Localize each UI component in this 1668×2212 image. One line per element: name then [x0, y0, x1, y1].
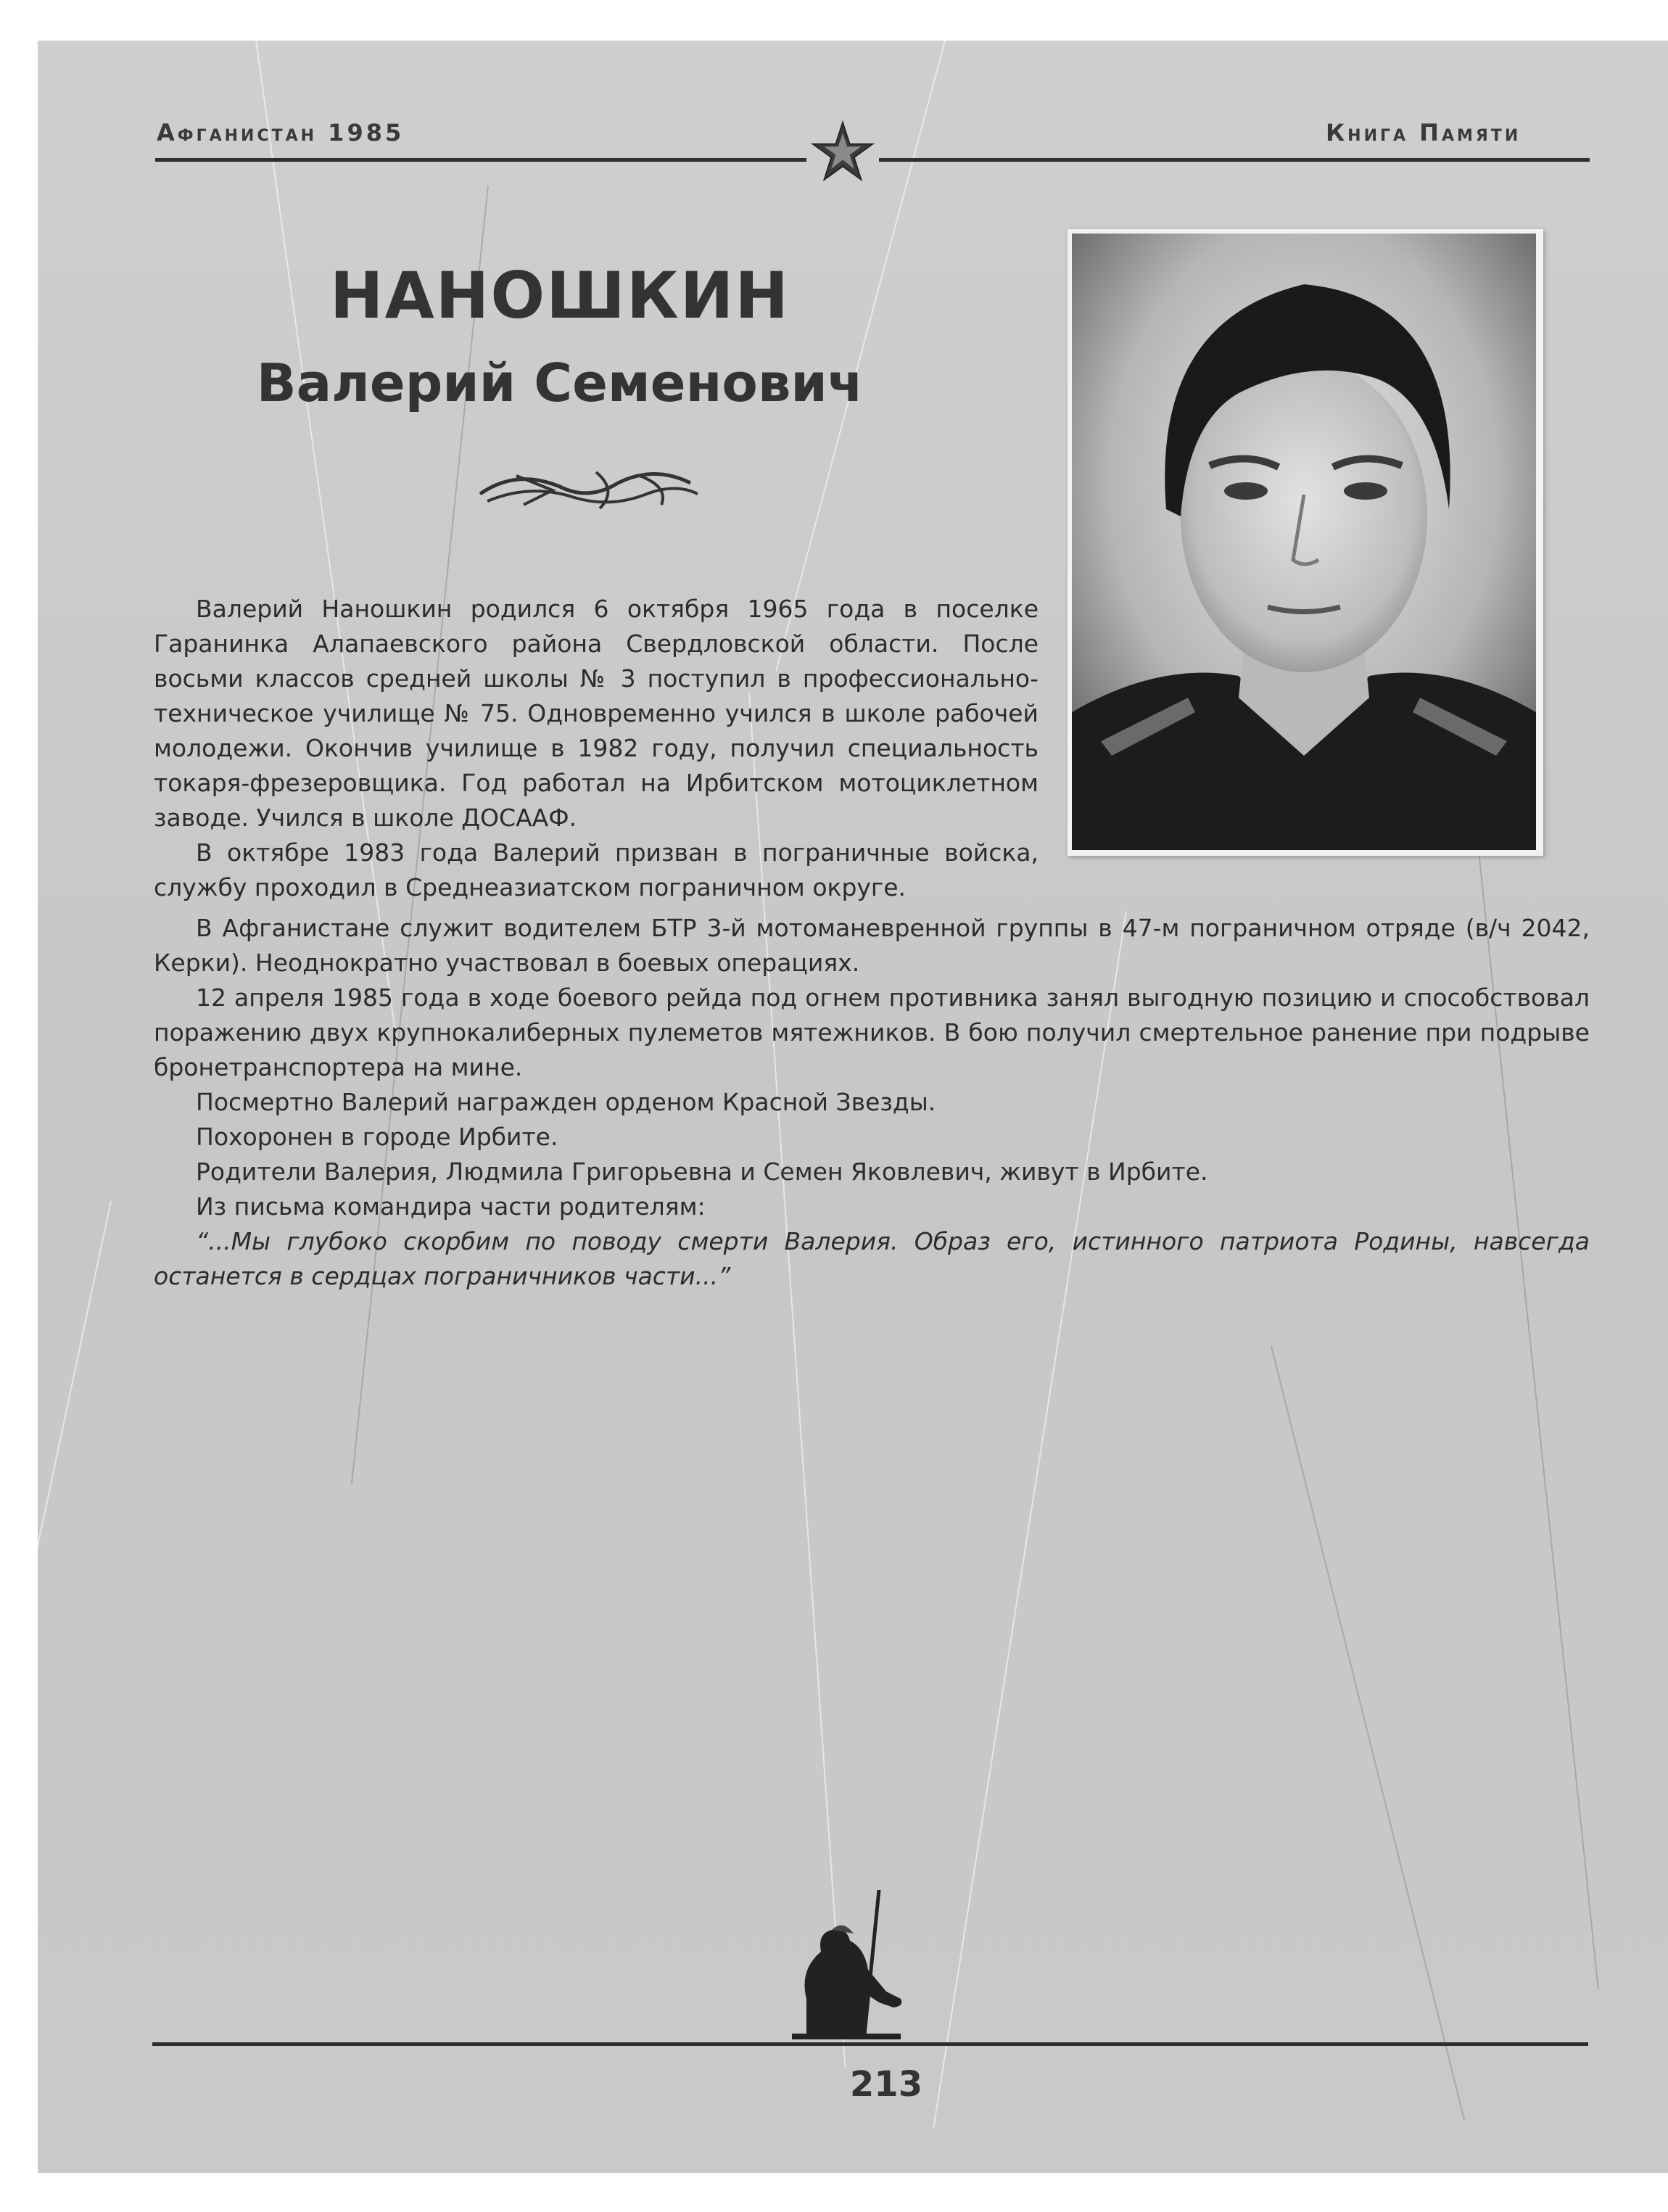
- header-rule-left: [155, 158, 806, 162]
- person-surname: НАНОШКИН: [329, 258, 790, 333]
- portrait-photo: [1072, 234, 1536, 850]
- paragraph: Валерий Наношкин родился 6 октября 1965 года в поселке Гаранинка Алапаевского района Свердловской области. После восьми классов средней школы № 3 поступил в профессионально-техническое училище № 75. Одновременно учился в школе рабочей молодежи. Окончив училище в 1982 году, получил специальность токаря-фрезеровщика. Год работал на Ирбитском мотоциклетном заводе. Учился в школе ДОСААФ.: [154, 595, 1039, 832]
- header-rule-right: [879, 158, 1590, 162]
- ornament-flourish: [473, 461, 705, 519]
- paragraph: Из письма командира части родителям:: [196, 1192, 706, 1221]
- paper-crease: [38, 1201, 112, 2052]
- commander-letter-quote: “...Мы глубоко скорбим по поводу смерти Валерия. Образ его, истинного патриота Родины, навсегда останется в сердцах пограничников части...”: [154, 1227, 1590, 1290]
- paragraph: Родители Валерия, Людмила Григорьевна и Семен Яковлевич, живут в Ирбите.: [196, 1157, 1208, 1186]
- portrait-frame: [1068, 229, 1543, 856]
- paragraph: 12 апреля 1985 года в ходе боевого рейда под огнем противника занял выгодную позицию и способствовал поражению двух крупнокалиберных пулеметов мятежников. В бою получил смертельное ранение при подрыве бронетранспортера на мине.: [154, 983, 1590, 1081]
- paragraph: В октябре 1983 года Валерий призван в пограничные войска, службу проходил в Среднеазиатском пограничном округе.: [154, 838, 1039, 901]
- person-given-name: Валерий Семенович: [256, 352, 864, 413]
- biography-main: [154, 911, 1590, 1294]
- running-head-left: Афганистан 1985: [157, 119, 405, 146]
- paragraph: Посмертно Валерий награжден орденом Красной Звезды.: [196, 1088, 936, 1116]
- page-number: 213: [849, 2064, 923, 2105]
- paper-crease: [1271, 1346, 1465, 2121]
- paragraph: Похоронен в городе Ирбите.: [196, 1123, 558, 1151]
- paragraph: В Афганистане служит водителем БТР 3-й мотоманевренной группы в 47-м пограничном отряде (в/ч 2042, Керки). Неоднократно участвовал в боевых операциях.: [154, 914, 1590, 977]
- memorial-page: [38, 41, 1668, 2173]
- biography-intro: [154, 592, 1039, 905]
- footer-rule: [152, 2042, 1588, 2046]
- star-icon: [811, 120, 875, 184]
- soldier-statue-icon: [777, 1890, 922, 2042]
- running-head-right: Книга Памяти: [1326, 119, 1522, 146]
